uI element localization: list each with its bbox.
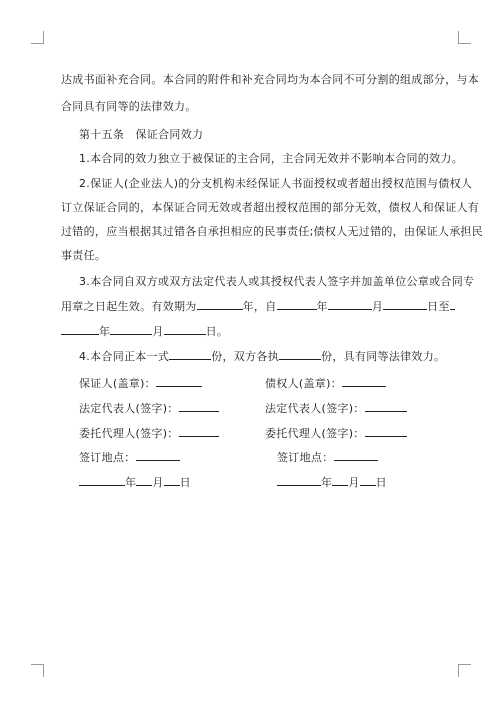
end-year-blank-start[interactable] <box>450 299 455 310</box>
clause-item-2-line: 事责任。 <box>61 249 107 262</box>
validity-text: 年，自 <box>242 300 277 313</box>
creditor-seal-label: 债权人(盖章)： <box>265 377 342 390</box>
month-label: 月 <box>152 476 164 489</box>
paragraph-line: 达成书面补充合同。本合同的附件和补充合同均为本合同不可分割的组成部分，与本 <box>61 73 480 86</box>
creditor-legal-rep-label: 法定代表人(签字)： <box>265 402 365 415</box>
section-title: 第十五条 保证合同效力 <box>79 128 204 141</box>
paragraph-line: 合同具有同等的法律效力。 <box>61 100 197 113</box>
clause-item-3-end-date-line <box>61 324 228 339</box>
start-month-blank[interactable] <box>328 299 372 310</box>
validity-text: 日至 <box>427 300 450 313</box>
crop-mark-top-right <box>458 31 471 44</box>
year-label: 年 <box>125 476 137 489</box>
validity-text: 月 <box>371 300 384 313</box>
end-day-blank[interactable] <box>164 324 206 335</box>
creditor-seal-blank[interactable] <box>342 376 386 387</box>
guarantor-place-label: 签订地点： <box>79 451 136 464</box>
clause-item-1: 1.本合同的效力独立于被保证的主合同，主合同无效并不影响本合同的效力。 <box>79 152 463 165</box>
creditor-agent-blank[interactable] <box>365 426 407 437</box>
creditor-agent-label: 委托代理人(签字)： <box>265 427 365 440</box>
guarantor-year-blank[interactable] <box>79 475 125 486</box>
guarantor-seal-label: 保证人(盖章)： <box>79 377 156 390</box>
start-day-blank[interactable] <box>383 299 427 310</box>
creditor-month-blank[interactable] <box>332 475 348 486</box>
clause-item-2-line: 2.保证人(企业法人)的分支机构未经保证人书面授权或者超出授权范围与债权人 <box>79 177 473 190</box>
guarantor-seal-blank[interactable] <box>156 376 202 387</box>
creditor-seal-field <box>265 376 386 391</box>
guarantor-seal-field <box>79 376 202 391</box>
end-date-text: 年 <box>99 325 111 338</box>
day-label: 日 <box>179 476 191 489</box>
clause-item-3-validity-line <box>61 299 455 314</box>
validity-text: 用章之日起生效。有效期为 <box>61 300 197 313</box>
month-label: 月 <box>348 476 360 489</box>
creditor-legal-rep-field <box>265 401 407 416</box>
end-month-blank[interactable] <box>110 324 152 335</box>
validity-years-blank[interactable] <box>197 299 243 310</box>
crop-mark-bottom-right <box>458 664 471 677</box>
copies-text: 份，具有同等法律效力。 <box>321 350 446 363</box>
start-year-blank[interactable] <box>277 299 317 310</box>
creditor-agent-field <box>265 426 407 441</box>
guarantor-place-blank[interactable] <box>136 450 180 461</box>
creditor-year-blank[interactable] <box>277 475 321 486</box>
guarantor-legal-rep-field <box>79 401 219 416</box>
clause-item-3-line: 3.本合同自双方或双方法定代表人或其授权代表人签字并加盖单位公章或合同专 <box>79 275 475 288</box>
creditor-date-field <box>277 475 387 490</box>
clause-item-4 <box>79 349 445 364</box>
creditor-place-label: 签订地点： <box>277 451 334 464</box>
guarantor-agent-blank[interactable] <box>179 426 219 437</box>
clause-item-2-line: 过错的，应当根据其过错各自承担相应的民事责任;债权人无过错的，由保证人承担民 <box>61 225 484 238</box>
crop-mark-bottom-left <box>31 664 44 677</box>
guarantor-date-field <box>79 475 191 490</box>
end-date-text: 月 <box>152 325 164 338</box>
creditor-legal-rep-blank[interactable] <box>365 401 407 412</box>
end-date-text: 日。 <box>205 325 229 338</box>
guarantor-legal-rep-blank[interactable] <box>179 401 219 412</box>
guarantor-day-blank[interactable] <box>164 475 180 486</box>
creditor-day-blank[interactable] <box>360 475 376 486</box>
clause-item-2-line: 订立保证合同的，本保证合同无效或者超出授权范围的部分无效，债权人和保证人有 <box>61 201 480 214</box>
guarantor-month-blank[interactable] <box>136 475 152 486</box>
end-year-blank[interactable] <box>61 324 99 335</box>
guarantor-legal-rep-label: 法定代表人(签字)： <box>79 402 179 415</box>
crop-mark-top-left <box>31 31 44 44</box>
validity-text: 年 <box>316 300 328 313</box>
each-party-copies-blank[interactable] <box>279 349 321 360</box>
total-copies-blank[interactable] <box>169 349 211 360</box>
copies-text: 4.本合同正本一式 <box>79 350 170 363</box>
day-label: 日 <box>375 476 387 489</box>
year-label: 年 <box>321 476 333 489</box>
guarantor-place-field <box>79 450 180 465</box>
guarantor-agent-label: 委托代理人(签字)： <box>79 427 179 440</box>
creditor-place-field <box>277 450 378 465</box>
guarantor-agent-field <box>79 426 219 441</box>
copies-text: 份，双方各执 <box>211 350 280 363</box>
creditor-place-blank[interactable] <box>334 450 378 461</box>
